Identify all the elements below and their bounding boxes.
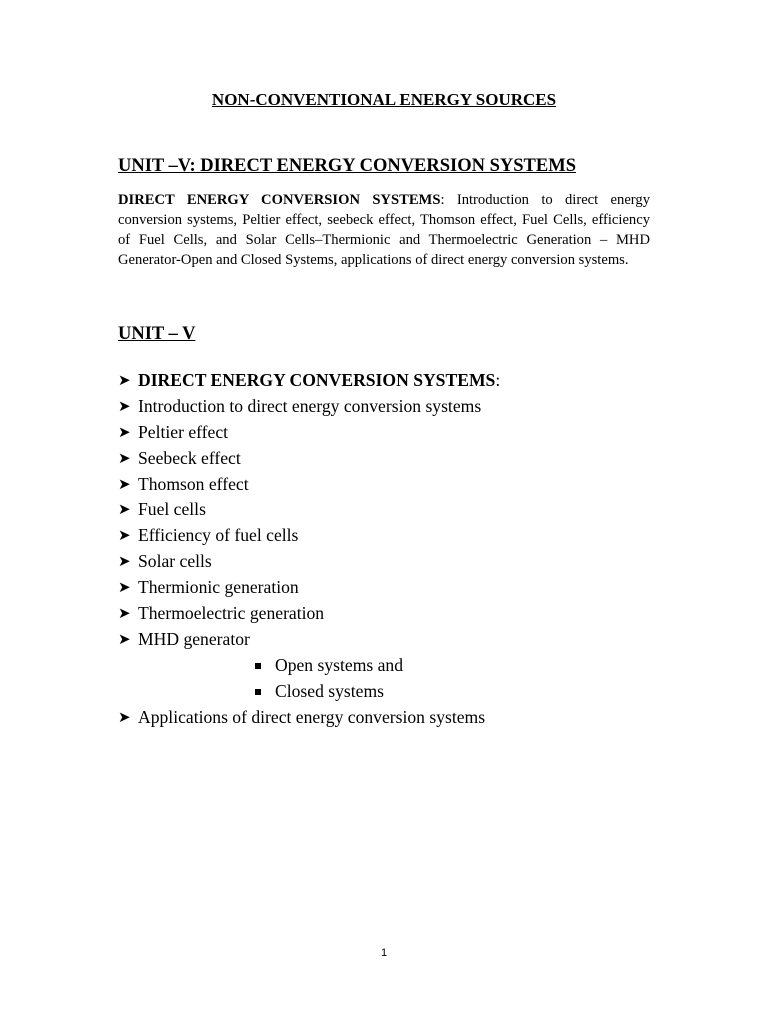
topic-label: Applications of direct energy conversion systems [138,706,486,727]
document-title: NON-CONVENTIONAL ENERGY SOURCES [211,90,557,109]
list-item [118,601,718,627]
list-item [118,523,718,549]
syllabus-lead: DIRECT ENERGY CONVERSION SYSTEMS [118,192,441,208]
arrowhead-bullet-icon: ➤ [118,526,131,545]
arrowhead-bullet-icon: ➤ [118,629,131,648]
unit-label: UNIT – V [118,324,196,344]
topic-list [118,368,718,730]
arrowhead-bullet-icon: ➤ [118,396,131,415]
list-item [118,627,718,653]
sub-topic-label: Open systems and [275,654,404,675]
sub-list-item [118,679,718,705]
list-item [118,549,718,575]
arrowhead-bullet-icon: ➤ [118,448,131,467]
topic-label: Thermionic generation [138,577,299,598]
list-item [118,394,718,420]
topic-label: Thermoelectric generation [138,603,325,624]
topic-label: Efficiency of fuel cells [138,525,299,546]
list-item [118,575,718,601]
list-item [118,472,718,498]
list-item [118,368,718,394]
topic-label: DIRECT ENERGY CONVERSION SYSTEMS [138,370,496,390]
sub-list-item [118,653,718,679]
list-item [118,705,718,731]
arrowhead-bullet-icon: ➤ [118,500,131,519]
square-bullet-icon [255,689,261,695]
topic-label: Solar cells [138,551,212,572]
topic-label: Seebeck effect [138,447,241,468]
topic-label: Fuel cells [138,499,206,520]
square-bullet-icon [255,663,261,669]
topic-label: Thomson effect [138,473,249,494]
arrowhead-bullet-icon: ➤ [118,552,131,571]
list-item [118,420,718,446]
sub-topic-label: Closed systems [275,680,384,701]
arrowhead-bullet-icon: ➤ [118,604,131,623]
syllabus-paragraph [118,190,650,270]
unit-heading: UNIT –V: DIRECT ENERGY CONVERSION SYSTEMS [118,156,576,176]
syllabus-body: : Introduction to direct energy conversion systems, Peltier effect, seebeck effect, Thomson effect, Fuel Cells, efficiency of Fuel Cells, and Solar Cells–Thermionic and Thermoelectric Generation – MHD Generator-Open and Closed Systems, applications of direct energy conversion systems. [118,192,650,268]
arrowhead-bullet-icon: ➤ [118,578,131,597]
topic-suffix: : [495,370,501,390]
arrowhead-bullet-icon: ➤ [118,474,131,493]
list-item [118,446,718,472]
topic-label: MHD generator [138,628,250,649]
arrowhead-bullet-icon: ➤ [118,422,131,441]
topic-label: Introduction to direct energy conversion systems [138,395,482,416]
page-number: 1 [380,947,388,959]
arrowhead-bullet-icon: ➤ [118,371,131,389]
topic-label: Peltier effect [138,421,229,442]
list-item [118,497,718,523]
arrowhead-bullet-icon: ➤ [118,707,131,726]
